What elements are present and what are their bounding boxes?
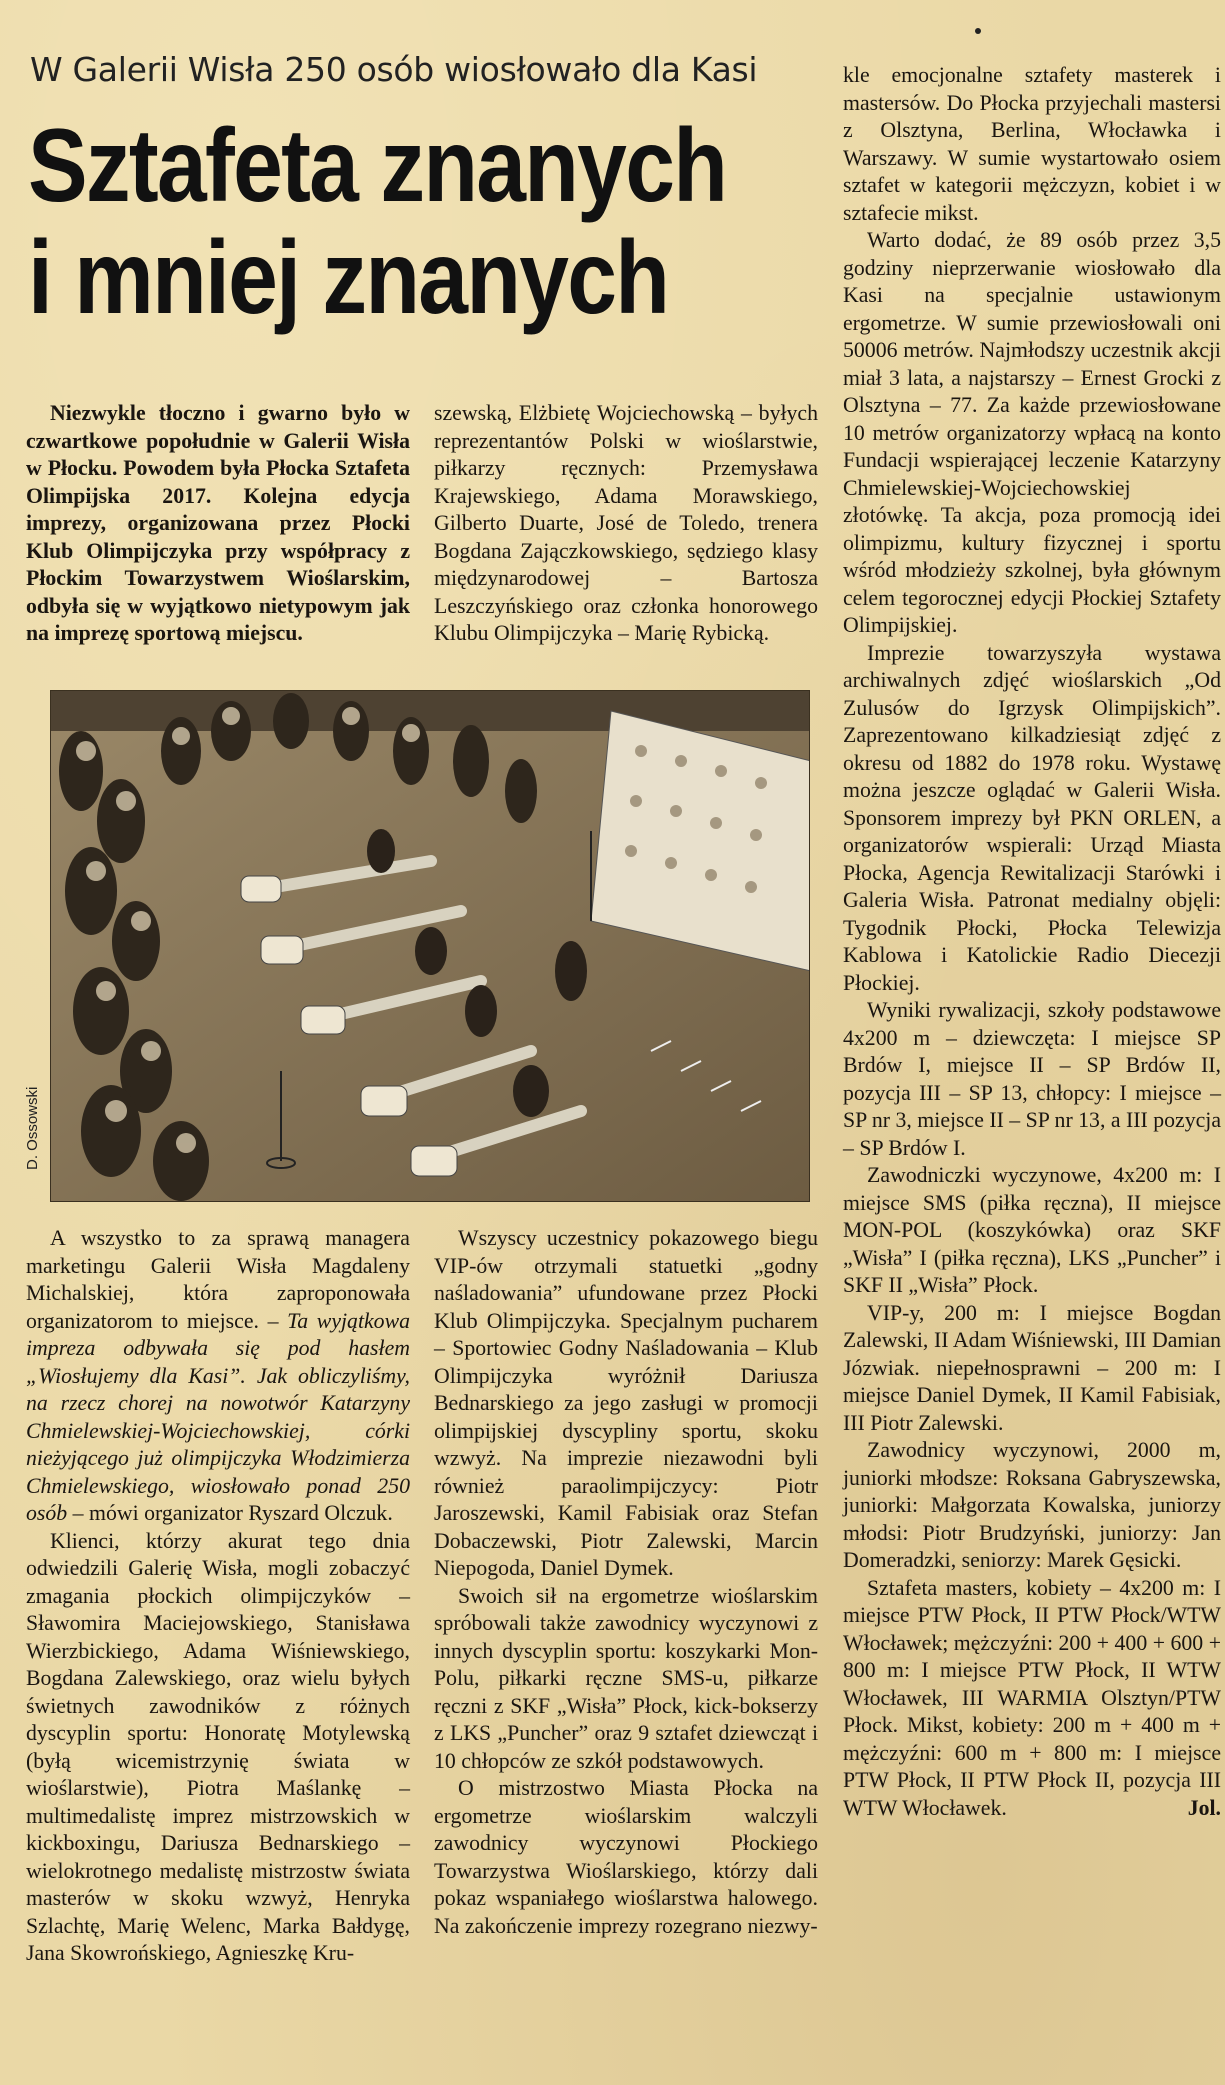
rowing-event-photo bbox=[51, 691, 810, 1202]
print-speck bbox=[975, 28, 981, 34]
article-photo bbox=[50, 690, 810, 1202]
column-3-paragraph-7: Zawodnicy wyczynowi, 2000 m, juniorki młodsze: Roksana Gabryszewska, juniorki: Małgorzata Kowalska, juniorzy młodsi: Piotr Brudzyński, juniorzy: Jan Domeradzki, seniorzy: Marek Gęsicki. bbox=[843, 1438, 1221, 1572]
column-2-paragraph-1: Wszyscy uczestnicy pokazowego biegu VIP-ów otrzymali statuetki „godny naśladowania” ufundowane przez Płocki Klub Olimpijczyka. Specjalnym pucharem – Sportowiec Godny Naśladowania – Klub Olimpijczyka wyróżnił Dariusza Bednarskiego za jego zasługi w promocji olimpijskiej dyscypliny sportu, skoku wzwyż. Na imprezie niezawodni byli również paraolimpijczycy: Piotr Jaroszewski, Kamil Fabisiak oraz Stefan Dobaczewski, Piotr Zalewski, Marcin Niepogoda, Daniel Dymek. bbox=[434, 1226, 818, 1580]
lead-paragraph: Niezwykle tłoczno i gwarno było w czwartkowe popołudnie w Galerii Wisła w Płocku. Powodem była Płocka Sztafeta Olimpijska 2017. Kolejna edycja imprezy, organizowana przez Płocki Klub Olimpijczyka przy współpracy z Płockim Towarzystwem Wioślarskim, odbyła się w wyjątkowo nietypowym jak na imprezę sportową miejscu. bbox=[26, 401, 410, 645]
column-3-paragraph-3: Imprezie towarzyszyła wystawa archiwalnych zdjęć wioślarskich „Od Zulusów do Igrzysk Olimpijskich”. Zaprezentowano kilkadziesiąt zdjęć z okresu od 1882 do 1978 roku. Wystawę można jeszcze oglądać w Galerii Wisła. Sponsorem imprezy był PKN ORLEN, a organizatorów wspierali: Urząd Miasta Płocka, Agencja Rewitalizacji Starówki i Galeria Wisła. Patronat medialny objęli: Tygodnik Płocki, Płocka Telewizja Kablowa i Katolickie Radio Diecezji Płockiej. bbox=[843, 640, 1221, 995]
column-3-paragraph-2: Warto dodać, że 89 osób przez 3,5 godziny nieprzerwanie wiosłowało dla Kasi na specjalnie ustawionym ergometrze. W sumie przewiosłowali oni 50006 metrów. Najmłodszy uczestnik akcji miał 3 lata, a najstarszy – Ernest Grocki z Olsztyna – 77. Za każde przewiosłowane 10 metrów organizatorzy wpłacą na konto Fundacji wspierającej leczenie Katarzyny Chmielewskiej-Wojciechowskiej złotówkę. Ta akcja, poza promocją idei olimpizmu, kultury fizycznej i sportu wśród młodzieży szkolnej, była głównym celem tegorocznej edycji Płockiej Sztafety Olimpijskiej. bbox=[843, 228, 1221, 637]
quote-intro: A wszystko to za sprawą managera marketingu Galerii Wisła Magdaleny Michalskiej, która zaproponowała organizatorom to miejsce. – bbox=[26, 1226, 410, 1333]
column-1-paragraph-1 bbox=[26, 1225, 410, 1528]
results-masters: Sztafeta masters, kobiety – 4x200 m: I miejsce PTW Płock, II PTW Płock/WTW Włocławek; mężczyźni: 200 + 400 + 600 + 800 m: I miejsce PTW Płock, II WTW Włocławek, III WARMIA Olsztyn/PTW Płock. Mikst, kobiety: 200 m + 400 m + mężczyźni: 600 m + 800 m: I miejsce PTW Płock, II PTW Płock II, pozycja III WTW Włocławek. bbox=[843, 1575, 1221, 1820]
column-1-paragraph-2: Klienci, którzy akurat tego dnia odwiedzili Galerię Wisła, mogli zobaczyć zmagania płockich olimpijczyków – Sławomira Maciejowskiego, Stanisława Wierzbickiego, Adama Wiśniewskiego, Bogdana Zalewskiego, oraz wielu byłych świetnych zawodników z różnych dyscyplin sportu: Honoratę Motylewską (byłą wicemistrzynię świata w wioślarstwie), Piotra Maślankę – multimedalistę imprez mistrzowskich w kickboxingu, Dariusza Bednarskiego – wielokrotnego medalistę mistrzostw świata masterów w skoku wzwyż, Henryka Szlachtę, Marię Welenc, Marka Bałdygę, Jana Skowrońskiego, Agnieszkę Kru- bbox=[26, 1528, 410, 1965]
author-signature: Jol. bbox=[1187, 1795, 1221, 1820]
column-3-paragraph-5: Zawodniczki wyczynowe, 4x200 m: I miejsce SMS (piłka ręczna), II miejsce MON-POL (koszykówka) oraz SKF „Wisła” I (piłka ręczna), LKS „Puncher” i SKF II „Wisła” Płock. bbox=[843, 1163, 1221, 1297]
photo-credit: D. Ossowski bbox=[24, 1086, 41, 1170]
article-kicker: W Galerii Wisła 250 osób wiosłowało dla Kasi bbox=[30, 50, 758, 89]
column-2-bottom bbox=[434, 1225, 818, 1940]
column-2-paragraph-2: Swoich sił na ergometrze wioślarskim spróbowali także zawodnicy wyczynowi z innych dyscyplin sportu: koszykarki Mon-Polu, piłkarki ręczne SMS-u, piłkarze ręczni z SKF „Wisła” Płock, kick-bokserzy z LKS „Puncher” oraz 9 sztafet dziewcząt i 10 chłopców ze szkół podstawowych. bbox=[434, 1583, 818, 1773]
article-headline bbox=[28, 108, 727, 336]
column-2-paragraph-3: O mistrzostwo Miasta Płocka na ergometrze wioślarskim walczyli zawodnicy wyczynowi Płockiego Towarzystwa Wioślarskiego, którzy dali pokaz wspaniałego wioślarstwa halowego. Na zakończenie imprezy rozegrano niezwy- bbox=[434, 1776, 818, 1938]
column-1-bottom bbox=[26, 1225, 410, 1968]
column-2-top bbox=[434, 400, 818, 648]
column-2-top-paragraph: szewską, Elżbietę Wojciechowską – byłych reprezentantów Polski w wioślarstwie, piłkarzy ręcznych: Przemysława Krajewskiego, Adama Morawskiego, Gilberto Duarte, José de Toledo, trenera Bogdana Zajączkowskiego, sędziego klasy międzynarodowej – Bartosza Leszczyńskiego oraz członka honorowego Klubu Olimpijczyka – Marię Rybicką. bbox=[434, 401, 818, 645]
quote-italic: Ta wyjątkowa impreza odbywała się pod hasłem „Wiosłujemy dla Kasi”. Jak obliczyliśmy, na rzecz chorej na nowotwór Katarzyny Chmielewskiej-Wojciechowskiej, córki nieżyjącego już olimpijczyka Włodzimierza Chmielewskiego, wiosłowało ponad 250 osób bbox=[26, 1308, 411, 1525]
headline-line-1: Sztafeta znanych bbox=[28, 108, 727, 224]
column-3 bbox=[843, 62, 1221, 1822]
lead-column bbox=[26, 400, 410, 648]
column-3-paragraph-8 bbox=[843, 1575, 1221, 1823]
quote-attribution: – mówi organizator Ryszard Olczuk. bbox=[72, 1501, 393, 1525]
column-3-paragraph-4: Wyniki rywalizacji, szkoły podstawowe 4x200 m – dziewczęta: I miejsce SP Brdów I, miejsce II – SP Brdów II, pozycja III – SP 13, chłopcy: I miejsce – SP nr 3, miejsce II – SP nr 13, a III pozycja – SP Brdów I. bbox=[843, 998, 1221, 1160]
column-3-paragraph-1: kle emocjonalne sztafety masterek i mastersów. Do Płocka przyjechali mastersi z Olsztyna, Berlina, Włocławka i Warszawy. W sumie wystartowało osiem sztafet w kategorii mężczyzn, kobiet i w sztafecie mikst. bbox=[843, 63, 1221, 225]
column-3-paragraph-6: VIP-y, 200 m: I miejsce Bogdan Zalewski, II Adam Wiśniewski, III Damian Józwiak. niepełnosprawni – 200 m: I miejsce Daniel Dymek, II Kamil Fabisiak, III Piotr Zalewski. bbox=[843, 1300, 1221, 1435]
headline-line-2: i mniej znanych bbox=[28, 220, 669, 336]
